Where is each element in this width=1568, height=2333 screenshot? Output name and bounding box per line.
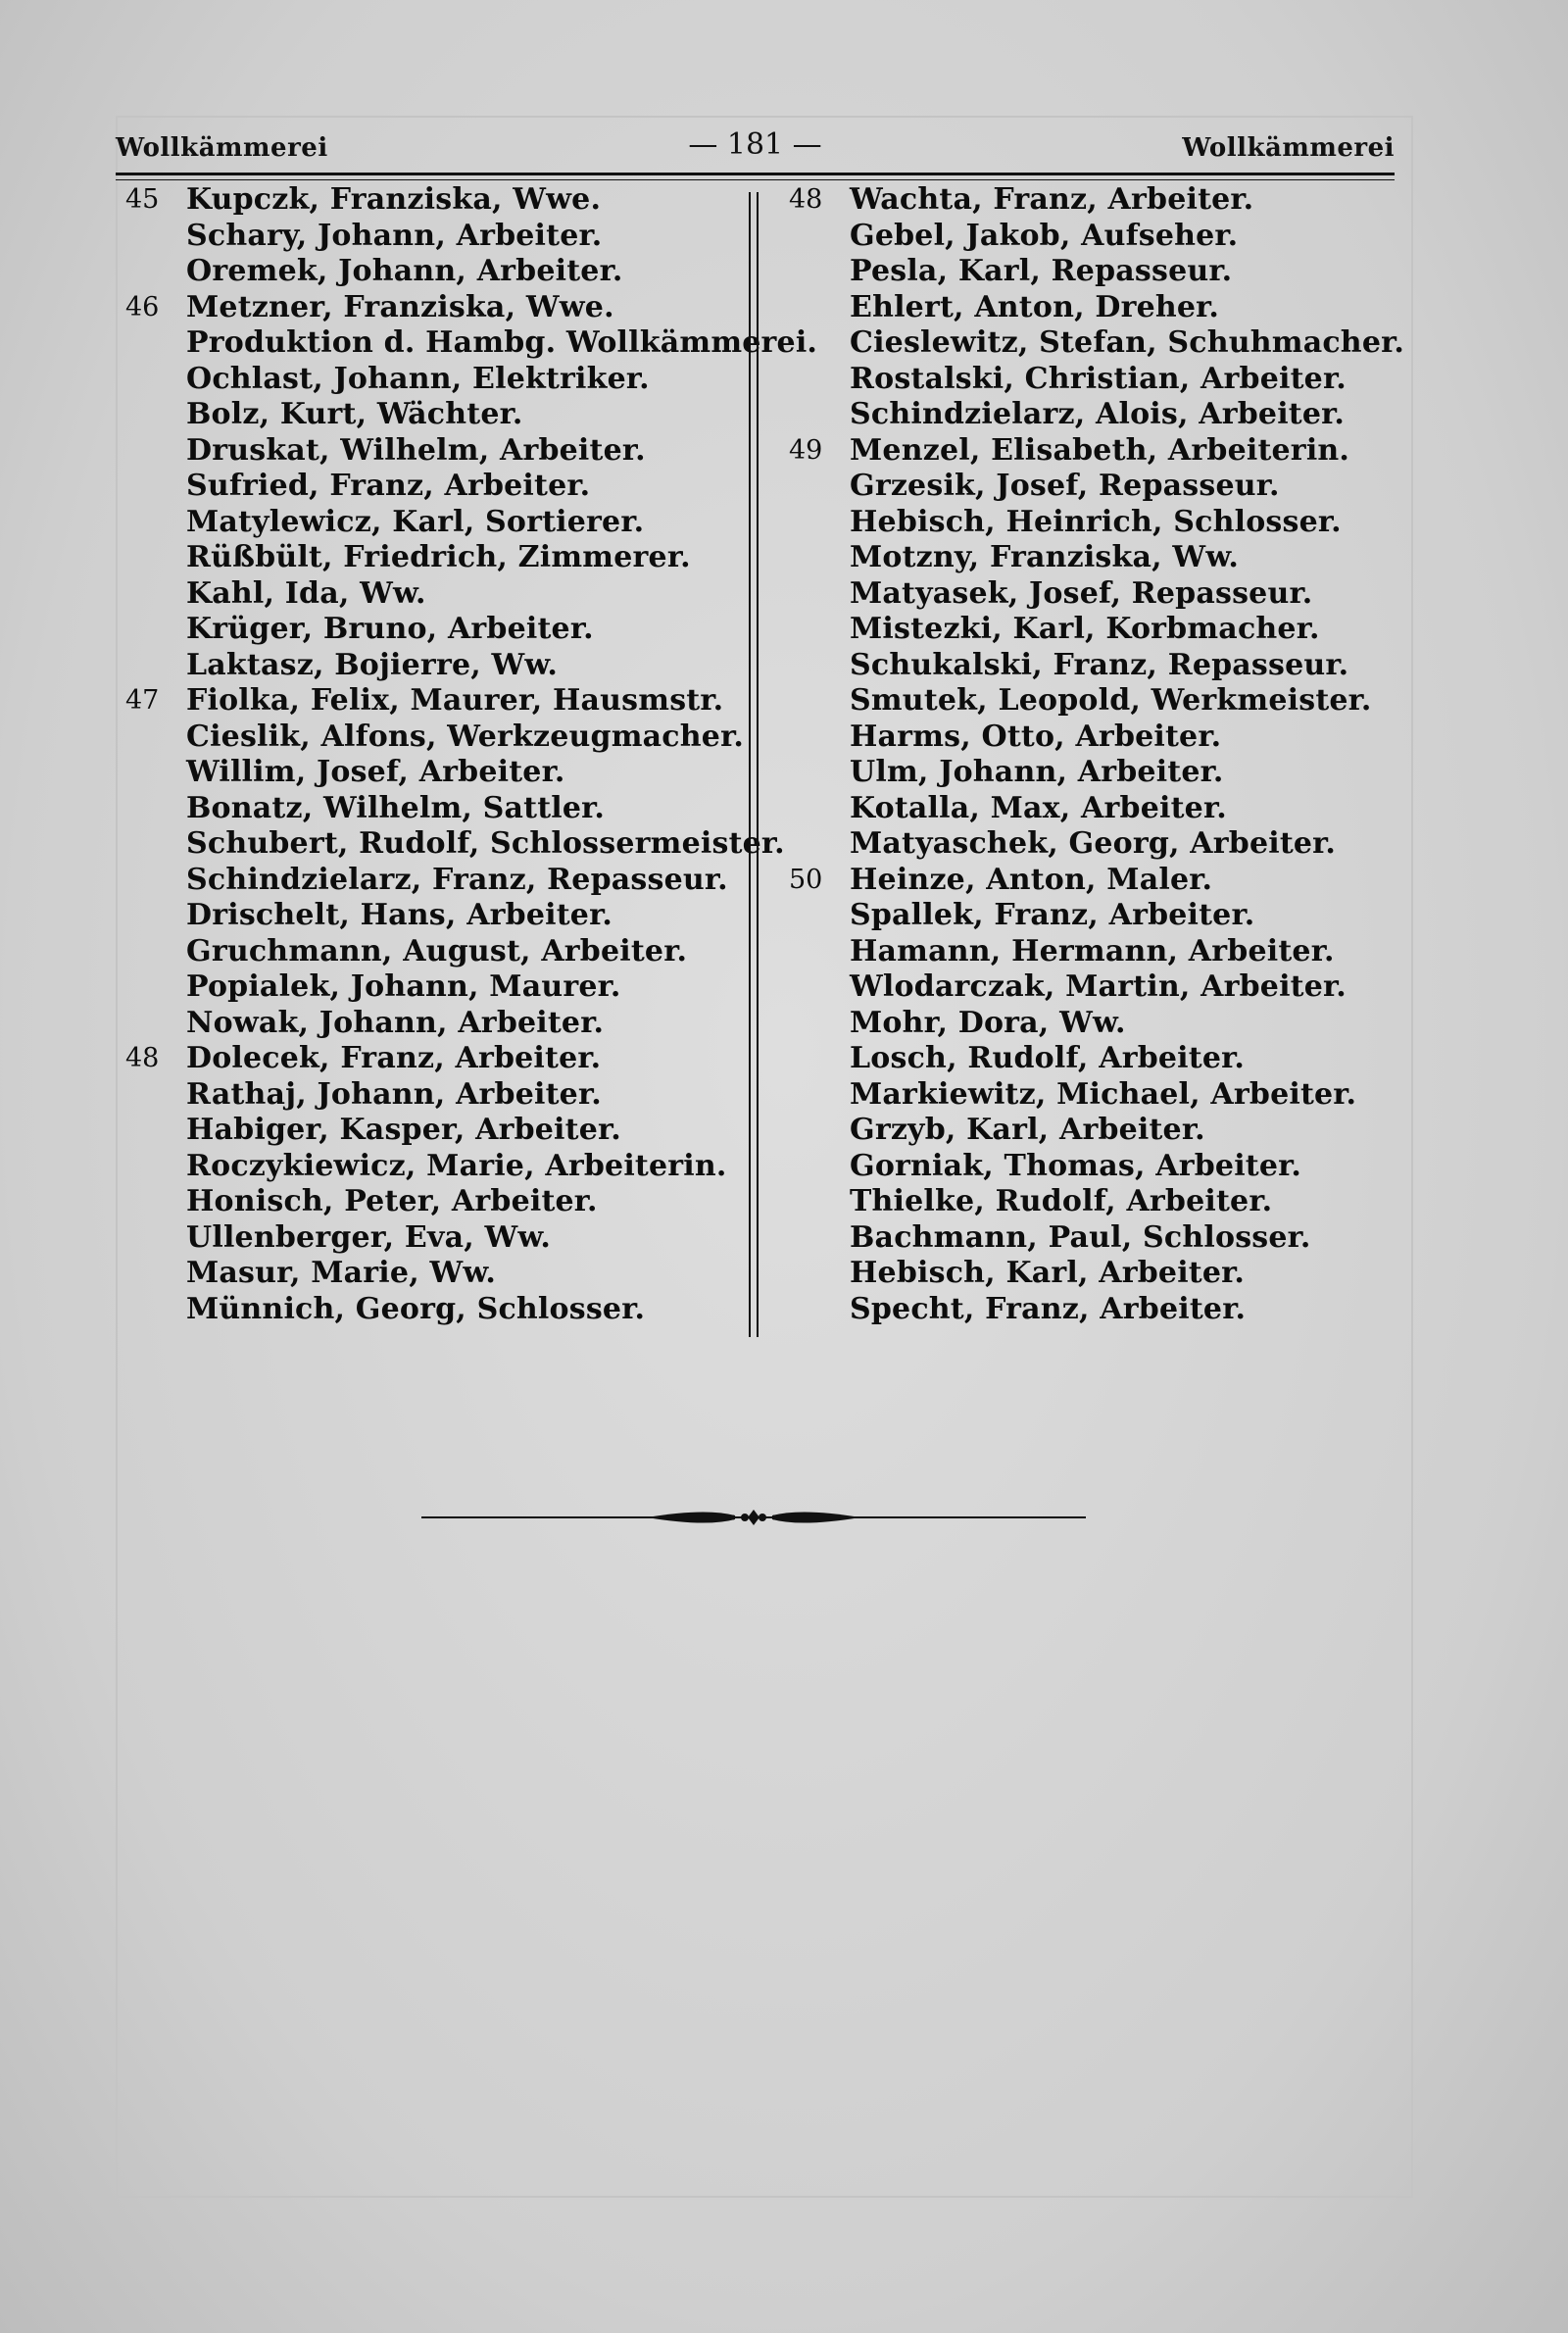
list-entry [789, 540, 1396, 576]
list-entry [125, 863, 733, 899]
resident-entry: Grzyb, Karl, Arbeiter. [850, 1113, 1205, 1147]
resident-entry: Habiger, Kasper, Arbeiter. [186, 1113, 621, 1147]
list-entry [125, 540, 733, 576]
list-entry [125, 791, 733, 827]
resident-entry: Dolecek, Franz, Arbeiter. [186, 1041, 602, 1075]
list-entry [125, 254, 733, 290]
list-entry [125, 1041, 733, 1077]
list-entry [789, 1113, 1396, 1149]
list-entry [125, 325, 818, 362]
list-entry [125, 290, 733, 326]
resident-entry: Metzner, Franziska, Wwe. [186, 289, 614, 324]
resident-entry: Rüßbült, Friedrich, Zimmerer. [186, 540, 691, 574]
resident-entry: Gruchmann, August, Arbeiter. [186, 933, 688, 968]
resident-entry: Matyasek, Josef, Repasseur. [850, 575, 1313, 611]
resident-entry: Gebel, Jakob, Aufseher. [850, 218, 1239, 253]
resident-entry: Laktasz, Bojierre, Ww. [186, 647, 559, 682]
resident-entry: Schubert, Rudolf, Schlossermeister. [186, 826, 785, 861]
resident-entry: Matylewicz, Karl, Sortierer. [186, 504, 645, 539]
resident-entry: Oremek, Johann, Arbeiter. [186, 254, 623, 288]
resident-entry: Ehlert, Anton, Dreher. [850, 289, 1220, 324]
list-entry [125, 648, 733, 684]
list-entry [789, 720, 1396, 756]
list-entry [789, 505, 1396, 541]
resident-entry: Thielke, Rudolf, Arbeiter. [850, 1184, 1273, 1218]
list-entry [789, 576, 1396, 613]
resident-entry: Cieslewitz, Stefan, Schuhmacher. [850, 325, 1404, 360]
resident-entry: Wachta, Franz, Arbeiter. [850, 182, 1254, 217]
resident-entry: Ulm, Johann, Arbeiter. [850, 755, 1224, 789]
list-entry [789, 469, 1396, 505]
resident-entry: Cieslik, Alfons, Werkzeugmacher. [186, 719, 744, 754]
resident-entry: Schindzielarz, Alois, Arbeiter. [850, 397, 1346, 431]
resident-entry: Ochlast, Johann, Elektriker. [186, 361, 650, 396]
house-number: 49 [789, 434, 823, 466]
resident-entry: Hamann, Hermann, Arbeiter. [850, 933, 1335, 968]
list-entry [125, 1292, 733, 1328]
resident-entry: Mohr, Dora, Ww. [850, 1005, 1126, 1040]
list-entry [125, 755, 733, 791]
list-entry [789, 612, 1396, 648]
list-entry [789, 648, 1396, 684]
resident-entry: Losch, Rudolf, Arbeiter. [850, 1041, 1246, 1075]
list-entry [789, 826, 1396, 863]
resident-entry: Bolz, Kurt, Wächter. [186, 397, 523, 431]
list-entry [125, 826, 785, 863]
list-entry [789, 1184, 1396, 1220]
resident-entry: Krüger, Bruno, Arbeiter. [186, 612, 594, 646]
list-entry [125, 1256, 733, 1292]
resident-entry: Kahl, Ida, Ww. [186, 575, 426, 611]
list-entry [789, 1256, 1396, 1292]
resident-entry: Mistezki, Karl, Korbmacher. [850, 612, 1320, 646]
resident-entry: Willim, Josef, Arbeiter. [186, 755, 565, 789]
list-entry [789, 791, 1396, 827]
resident-entry: Kotalla, Max, Arbeiter. [850, 790, 1227, 825]
resident-entry: Gorniak, Thomas, Arbeiter. [850, 1148, 1302, 1183]
resident-entry: Kupczk, Franziska, Wwe. [186, 182, 602, 217]
resident-entry: Drischelt, Hans, Arbeiter. [186, 898, 612, 932]
list-entry [125, 1006, 733, 1042]
resident-entry: Harms, Otto, Arbeiter. [850, 719, 1222, 754]
running-head-right: Wollkämmerei [1182, 133, 1395, 163]
list-entry [125, 1220, 733, 1257]
list-entry [789, 683, 1396, 720]
resident-entry: Pesla, Karl, Repasseur. [850, 254, 1233, 288]
list-entry [125, 1184, 733, 1220]
list-entry [789, 182, 1396, 219]
column-divider [749, 192, 759, 1337]
list-entry [789, 1006, 1396, 1042]
resident-entry: Menzel, Elisabeth, Arbeiterin. [850, 432, 1350, 468]
list-entry [789, 1077, 1396, 1114]
list-entry [789, 755, 1396, 791]
page-number: — 181 — [688, 127, 822, 162]
list-entry [125, 612, 733, 648]
house-number: 48 [125, 1043, 160, 1073]
list-entry [125, 397, 733, 433]
resident-entry: Bachmann, Paul, Schlosser. [850, 1219, 1311, 1255]
house-number: 45 [125, 184, 160, 215]
resident-entry: Honisch, Peter, Arbeiter. [186, 1184, 598, 1218]
resident-entry: Produktion d. Hambg. Wollkämmerei. [186, 325, 818, 360]
list-entry [125, 1149, 733, 1185]
list-entry [789, 898, 1396, 934]
resident-entry: Nowak, Johann, Arbeiter. [186, 1005, 605, 1040]
list-entry [789, 290, 1396, 326]
resident-entry: Sufried, Franz, Arbeiter. [186, 469, 591, 503]
resident-entry: Fiolka, Felix, Maurer, Hausmstr. [186, 683, 724, 718]
list-entry [125, 576, 733, 613]
resident-entry: Wlodarczak, Martin, Arbeiter. [850, 969, 1347, 1004]
list-entry [125, 683, 733, 720]
list-entry [789, 863, 1396, 899]
list-entry [125, 898, 733, 934]
resident-entry: Heinze, Anton, Maler. [850, 862, 1213, 897]
list-entry [789, 1292, 1396, 1328]
resident-entry: Druskat, Wilhelm, Arbeiter. [186, 432, 646, 468]
list-entry [789, 1220, 1396, 1257]
list-entry [125, 719, 744, 756]
list-entry [789, 362, 1396, 398]
house-number: 46 [125, 291, 160, 323]
list-entry [125, 934, 733, 970]
list-entry [125, 505, 733, 541]
header-rule-thick [116, 173, 1395, 175]
resident-entry: Ullenberger, Eva, Ww. [186, 1219, 552, 1255]
resident-entry: Bonatz, Wilhelm, Sattler. [186, 790, 606, 825]
list-entry [125, 1113, 733, 1149]
resident-entry: Schary, Johann, Arbeiter. [186, 218, 603, 253]
list-entry [789, 219, 1396, 255]
decorative-ornament-rule [421, 1500, 1086, 1535]
resident-entry: Münnich, Georg, Schlosser. [186, 1291, 646, 1326]
list-entry [125, 969, 733, 1006]
resident-entry: Smutek, Leopold, Werkmeister. [850, 683, 1372, 718]
resident-entry: Masur, Marie, Ww. [186, 1256, 497, 1290]
page-header [116, 124, 1395, 167]
list-entry [789, 934, 1396, 970]
list-entry [125, 182, 733, 219]
house-number: 47 [125, 685, 160, 716]
resident-entry: Spallek, Franz, Arbeiter. [850, 898, 1255, 932]
house-number: 48 [789, 184, 823, 215]
list-entry [789, 969, 1396, 1006]
list-entry [125, 219, 733, 255]
right-column [789, 182, 1404, 1327]
resident-entry: Rathaj, Johann, Arbeiter. [186, 1076, 602, 1112]
list-entry [125, 433, 733, 470]
resident-entry: Motzny, Franziska, Ww. [850, 540, 1239, 574]
resident-entry: Hebisch, Karl, Arbeiter. [850, 1256, 1246, 1290]
resident-entry: Specht, Franz, Arbeiter. [850, 1291, 1247, 1326]
resident-entry: Rostalski, Christian, Arbeiter. [850, 361, 1347, 396]
resident-entry: Schindzielarz, Franz, Repasseur. [186, 862, 728, 897]
resident-entry: Matyaschek, Georg, Arbeiter. [850, 826, 1337, 861]
list-entry [789, 1041, 1396, 1077]
house-number: 50 [789, 864, 823, 895]
resident-entry: Schukalski, Franz, Repasseur. [850, 647, 1349, 682]
list-entry [789, 433, 1396, 470]
list-entry [125, 469, 733, 505]
running-head-left: Wollkämmerei [116, 133, 328, 163]
list-entry [789, 325, 1404, 362]
list-entry [789, 254, 1396, 290]
resident-entry: Roczykiewicz, Marie, Arbeiterin. [186, 1148, 727, 1183]
list-entry [789, 397, 1396, 433]
resident-entry: Hebisch, Heinrich, Schlosser. [850, 504, 1342, 539]
list-entry [789, 1149, 1396, 1185]
header-rule-thin [116, 179, 1395, 180]
list-entry [125, 1077, 733, 1114]
resident-entry: Markiewitz, Michael, Arbeiter. [850, 1076, 1357, 1112]
resident-entry: Popialek, Johann, Maurer. [186, 969, 621, 1004]
resident-entry: Grzesik, Josef, Repasseur. [850, 469, 1280, 503]
list-entry [125, 362, 733, 398]
